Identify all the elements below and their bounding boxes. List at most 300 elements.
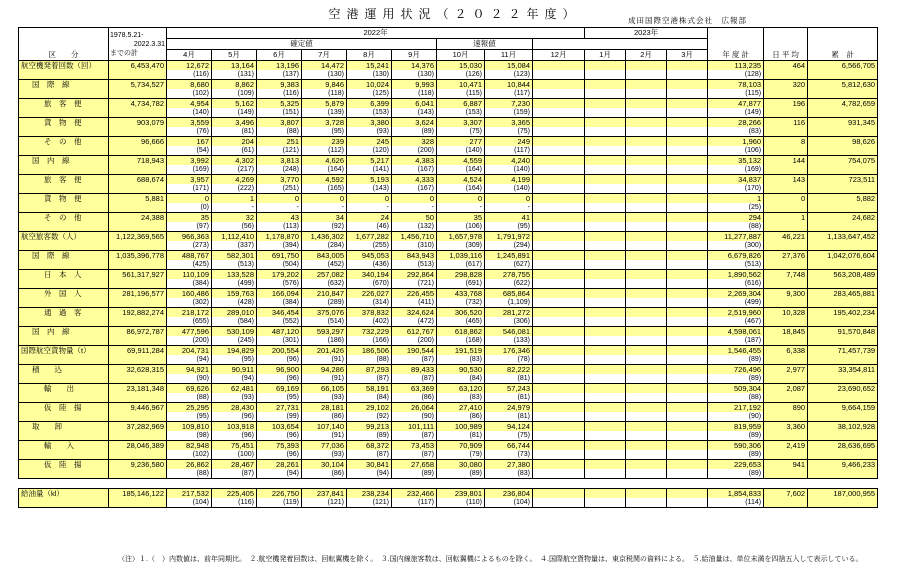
month-yoy-ratio: (87) [392,431,437,441]
month-value: 1,245,891 [485,251,533,261]
month-value: 346,454 [257,308,302,318]
month-yoy-ratio [626,431,667,441]
month-yoy-ratio: (622) [485,279,533,289]
month-value [667,460,708,470]
table-row-values [19,270,878,280]
grand-cumulative-value: 931,345 [808,118,878,137]
month-yoy-ratio: (130) [302,70,347,80]
fy-total-yoy-ratio: (88) [708,222,764,232]
month-value [585,175,626,185]
month-yoy-ratio: (314) [347,298,392,308]
month-value: 239 [302,137,347,147]
month-yoy-ratio [626,260,667,270]
month-yoy-ratio: (1,109) [485,298,533,308]
table-row-values [19,137,878,147]
month-yoy-ratio: (302) [167,298,212,308]
month-yoy-ratio: (116) [212,498,257,508]
month-yoy-ratio [533,260,585,270]
month-value: 1,657,978 [437,232,485,242]
month-value: 1,791,972 [485,232,533,242]
fy-total-yoy-ratio: (170) [708,184,764,194]
fy-total-value: 217,192 [708,403,764,413]
fy-total-value: 590,306 [708,441,764,451]
month-value: 32 [212,213,257,223]
month-value: 82,222 [485,365,533,375]
month-value: 133,528 [212,270,257,280]
month-yoy-ratio: - [347,203,392,213]
month-yoy-ratio: (83) [437,355,485,365]
month-yoy-ratio: - [212,203,257,213]
month-yoy-ratio [585,469,626,479]
daily-average-value: 464 [764,61,808,80]
month-yoy-ratio: (46) [347,222,392,232]
month-value [585,289,626,299]
month-value: 685,864 [485,289,533,299]
month-yoy-ratio: (83) [485,469,533,479]
row-label: 積 込 [19,365,109,384]
month-yoy-ratio [626,374,667,384]
month-yoy-ratio [626,355,667,365]
month-yoy-ratio: (117) [485,89,533,99]
month-yoy-ratio: (94) [257,469,302,479]
month-value [626,327,667,337]
month-yoy-ratio [626,298,667,308]
month-value: 27,410 [437,403,485,413]
month-value: 5,193 [347,175,392,185]
month-yoy-ratio: (54) [167,146,212,156]
fy-total-value: 11,277,887 [708,232,764,242]
month-yoy-ratio: (81) [485,412,533,422]
month-yoy-ratio: (83) [437,393,485,403]
fy-total-yoy-ratio: (89) [708,450,764,460]
fy-total-yoy-ratio: (300) [708,241,764,251]
month-yoy-ratio: (95) [257,393,302,403]
month-value: 5,879 [302,99,347,109]
month-value [626,460,667,470]
month-yoy-ratio [585,279,626,289]
month-yoy-ratio [626,108,667,118]
row-label: そ の 他 [19,213,109,232]
month-value: 612,767 [392,327,437,337]
month-value [585,99,626,109]
month-value [533,489,585,499]
fy-total-yoy-ratio: (89) [708,374,764,384]
month-value [626,213,667,223]
month-yoy-ratio [533,108,585,118]
month-value: 232,466 [392,489,437,499]
month-yoy-ratio: (94) [347,469,392,479]
table-body [19,61,878,508]
month-value [667,156,708,166]
month-value [533,346,585,356]
month-value: 8,862 [212,80,257,90]
month-value [667,365,708,375]
month-yoy-ratio [585,127,626,137]
month-yoy-ratio: (465) [437,317,485,327]
month-value: 0 [392,194,437,204]
month-yoy-ratio: (120) [347,146,392,156]
row-label: 航空機発着回数（回） [19,61,109,80]
month-value [667,61,708,71]
month-value [626,270,667,280]
month-value: 277 [437,137,485,147]
table-row-values [19,80,878,90]
month-yoy-ratio: (691) [437,279,485,289]
daily-average-value: 143 [764,175,808,194]
month-value: 0 [485,194,533,204]
month-yoy-ratio: (94) [167,355,212,365]
cumulative-to-2022-value: 69,911,284 [109,346,167,365]
cumulative-to-2022-value: 718,943 [109,156,167,175]
month-value: 26,064 [392,403,437,413]
month-yoy-ratio [667,165,708,175]
month-yoy-ratio: (91) [302,431,347,441]
month-value [533,232,585,242]
fy-total-yoy-ratio: (89) [708,469,764,479]
month-yoy-ratio [626,241,667,251]
month-value: 90,911 [212,365,257,375]
month-value [626,384,667,394]
month-yoy-ratio: (200) [392,336,437,346]
month-yoy-ratio: (75) [485,127,533,137]
month-yoy-ratio: - [437,203,485,213]
month-value: 226,027 [347,289,392,299]
month-yoy-ratio: (96) [257,431,302,441]
grand-cumulative-value: 187,000,955 [808,489,878,508]
fy-total-value: 6,679,826 [708,251,764,261]
month-yoy-ratio: (102) [167,450,212,460]
month-yoy-ratio: (411) [392,298,437,308]
month-yoy-ratio: - [302,203,347,213]
row-label: 仮 陸 揚 [19,460,109,479]
month-yoy-ratio: (93) [302,450,347,460]
month-yoy-ratio [667,203,708,213]
month-yoy-ratio: (245) [212,336,257,346]
month-yoy-ratio: (141) [347,165,392,175]
month-value: 477,596 [167,327,212,337]
month-yoy-ratio [667,450,708,460]
month-value: 210,847 [302,289,347,299]
month-yoy-ratio [533,412,585,422]
month-yoy-ratio: (96) [257,355,302,365]
month-value: 328 [392,137,437,147]
month-value: 159,763 [212,289,257,299]
row-label: そ の 他 [19,137,109,156]
month-yoy-ratio: (617) [437,260,485,270]
month-value: 4,626 [302,156,347,166]
month-yoy-ratio [667,184,708,194]
fy-total-yoy-ratio: (89) [708,431,764,441]
month-yoy-ratio: (153) [437,108,485,118]
fy-total-value: 2,269,304 [708,289,764,299]
grand-cumulative-value: 33,354,811 [808,365,878,384]
month-value: 3,496 [212,118,257,128]
month-value: 89,433 [392,365,437,375]
table-row-values [19,422,878,432]
month-yoy-ratio: (137) [257,70,302,80]
grand-cumulative-value: 9,466,233 [808,460,878,479]
table-row-values [19,489,878,499]
col-header-month: 12月 [533,50,585,61]
cumulative-to-2022-value: 281,196,577 [109,289,167,308]
fy-total-value: 1 [708,194,764,204]
table-row-values [19,289,878,299]
month-value: 225,405 [212,489,257,499]
page-title: 空港運用状況（２０２２年度） [328,7,581,21]
month-value: 66,744 [485,441,533,451]
month-value [585,118,626,128]
daily-average-value: 8 [764,137,808,156]
month-yoy-ratio: (171) [167,184,212,194]
month-value [667,137,708,147]
month-value: 945,053 [347,251,392,261]
month-value [533,327,585,337]
month-value [533,289,585,299]
month-yoy-ratio: (200) [392,146,437,156]
month-value: 257,082 [302,270,347,280]
month-value: 3,992 [167,156,212,166]
fy-total-yoy-ratio: (187) [708,336,764,346]
month-yoy-ratio: (112) [302,146,347,156]
month-value: 160,486 [167,289,212,299]
daily-average-value: 7,748 [764,270,808,289]
month-value: 166,094 [257,289,302,299]
period-line-2: 2022.3.31 [133,40,165,48]
month-value: 375,076 [302,308,347,318]
month-yoy-ratio: (472) [392,317,437,327]
month-yoy-ratio [667,222,708,232]
month-value [533,384,585,394]
month-yoy-ratio: (552) [257,317,302,327]
col-header-period [109,28,167,61]
month-value: 1 [212,194,257,204]
month-yoy-ratio: (81) [212,127,257,137]
month-value: 0 [302,194,347,204]
cumulative-to-2022-value: 9,446,967 [109,403,167,422]
month-yoy-ratio: (96) [212,412,257,422]
month-yoy-ratio: (93) [347,127,392,137]
month-value [667,194,708,204]
month-value: 3,380 [347,118,392,128]
cumulative-to-2022-value: 4,734,782 [109,99,167,118]
month-yoy-ratio: (86) [437,412,485,422]
month-yoy-ratio [626,336,667,346]
month-yoy-ratio: (109) [212,89,257,99]
month-yoy-ratio [533,431,585,441]
grand-cumulative-value: 98,626 [808,137,878,156]
month-yoy-ratio [626,146,667,156]
month-value: 3,559 [167,118,212,128]
month-yoy-ratio [585,70,626,80]
month-value [667,403,708,413]
table-row-values [19,403,878,413]
month-yoy-ratio: (165) [302,184,347,194]
month-value [667,232,708,242]
table-row-values [19,384,878,394]
month-yoy-ratio [667,298,708,308]
month-yoy-ratio [533,165,585,175]
fy-total-yoy-ratio: (83) [708,127,764,137]
month-yoy-ratio: (164) [302,165,347,175]
month-value: 239,801 [437,489,485,499]
row-label: 仮 陸 揚 [19,403,109,422]
cumulative-to-2022-value: 192,882,274 [109,308,167,327]
month-yoy-ratio: (153) [347,108,392,118]
month-yoy-ratio [667,317,708,327]
month-value [626,422,667,432]
month-yoy-ratio: (504) [257,260,302,270]
month-yoy-ratio [626,279,667,289]
table-row-values [19,308,878,318]
section-gap-cell [19,479,878,489]
month-value: 3,307 [437,118,485,128]
month-yoy-ratio: (121) [257,146,302,156]
fy-total-value: 4,598,061 [708,327,764,337]
month-value: 3,957 [167,175,212,185]
month-value: 245 [347,137,392,147]
table-row-values [19,365,878,375]
month-yoy-ratio [533,450,585,460]
cumulative-to-2022-value: 23,181,348 [109,384,167,403]
month-yoy-ratio [533,469,585,479]
month-yoy-ratio: (732) [437,298,485,308]
month-value: 201,426 [302,346,347,356]
month-value: 27,731 [257,403,302,413]
month-yoy-ratio: (186) [302,336,347,346]
month-value: 3,365 [485,118,533,128]
row-label: 国 内 線 [19,156,109,175]
month-yoy-ratio: (119) [257,498,302,508]
month-value: 96,900 [257,365,302,375]
month-value: 41 [485,213,533,223]
month-value: 204,731 [167,346,212,356]
month-yoy-ratio [667,393,708,403]
month-value [585,327,626,337]
month-value: 194,829 [212,346,257,356]
cumulative-to-2022-value: 96,666 [109,137,167,156]
cumulative-to-2022-value: 5,881 [109,194,167,213]
month-value [585,137,626,147]
month-yoy-ratio [626,469,667,479]
col-header-fy-total: 年 度 計 [708,28,764,61]
month-yoy-ratio: (309) [437,241,485,251]
month-value [667,327,708,337]
month-value: 204 [212,137,257,147]
month-value [533,194,585,204]
month-yoy-ratio: (86) [302,412,347,422]
month-yoy-ratio: (96) [257,374,302,384]
row-label: 給油量（kl） [19,489,109,508]
month-yoy-ratio: (402) [347,317,392,327]
row-label: 輸 入 [19,441,109,460]
month-value: 966,363 [167,232,212,242]
month-yoy-ratio: (87) [212,469,257,479]
cumulative-to-2022-value: 688,674 [109,175,167,194]
grand-cumulative-value: 563,208,489 [808,270,878,289]
month-value: 101,111 [392,422,437,432]
month-value: 167 [167,137,212,147]
col-header-kubun: 区 分 [19,28,109,61]
month-value [585,422,626,432]
month-yoy-ratio: (576) [257,279,302,289]
month-value: 30,080 [437,460,485,470]
month-value: 27,380 [485,460,533,470]
month-yoy-ratio: (95) [212,355,257,365]
month-value [533,251,585,261]
publisher-credit: 成田国際空港株式会社 広報部 [628,16,747,25]
month-yoy-ratio: (125) [347,89,392,99]
month-yoy-ratio [667,241,708,251]
month-yoy-ratio [585,222,626,232]
month-value: 691,750 [257,251,302,261]
month-yoy-ratio: (655) [167,317,212,327]
month-value: 28,261 [257,460,302,470]
col-header-month: 5月 [212,50,257,61]
month-value: 251 [257,137,302,147]
cumulative-to-2022-value: 561,317,927 [109,270,167,289]
cumulative-to-2022-value: 185,146,122 [109,489,167,508]
month-yoy-ratio [667,279,708,289]
month-yoy-ratio: (84) [347,393,392,403]
month-yoy-ratio: (217) [212,165,257,175]
month-value: 249 [485,137,533,147]
month-yoy-ratio [626,203,667,213]
month-value: 4,559 [437,156,485,166]
month-yoy-ratio [667,431,708,441]
month-value: 218,172 [167,308,212,318]
fy-total-value: 1,890,562 [708,270,764,280]
fy-total-yoy-ratio: (115) [708,89,764,99]
month-value [585,80,626,90]
row-label: 貨 物 便 [19,194,109,213]
month-value [667,489,708,499]
month-yoy-ratio: (115) [437,89,485,99]
month-value [626,61,667,71]
row-label: 国 際 線 [19,80,109,99]
month-yoy-ratio [626,412,667,422]
month-yoy-ratio: (94) [212,374,257,384]
month-yoy-ratio [585,336,626,346]
month-value: 43 [257,213,302,223]
month-value: 28,430 [212,403,257,413]
month-yoy-ratio: (384) [167,279,212,289]
month-yoy-ratio: (130) [392,70,437,80]
month-yoy-ratio [533,184,585,194]
month-yoy-ratio: - [257,203,302,213]
month-value: 57,243 [485,384,533,394]
month-value [585,384,626,394]
month-value: 433,768 [437,289,485,299]
grand-cumulative-value: 24,682 [808,213,878,232]
month-yoy-ratio: (499) [212,279,257,289]
month-yoy-ratio: (100) [212,450,257,460]
month-value [626,232,667,242]
month-yoy-ratio [667,469,708,479]
month-yoy-ratio: (87) [347,450,392,460]
daily-average-value: 1 [764,213,808,232]
month-value [667,289,708,299]
grand-cumulative-value: 195,402,234 [808,308,878,327]
month-value [585,156,626,166]
month-value [626,251,667,261]
month-yoy-ratio: (106) [437,222,485,232]
month-yoy-ratio [585,412,626,422]
month-yoy-ratio [533,127,585,137]
month-yoy-ratio [533,146,585,156]
row-label: 国 内 線 [19,327,109,346]
month-value: 8,680 [167,80,212,90]
month-value [533,118,585,128]
